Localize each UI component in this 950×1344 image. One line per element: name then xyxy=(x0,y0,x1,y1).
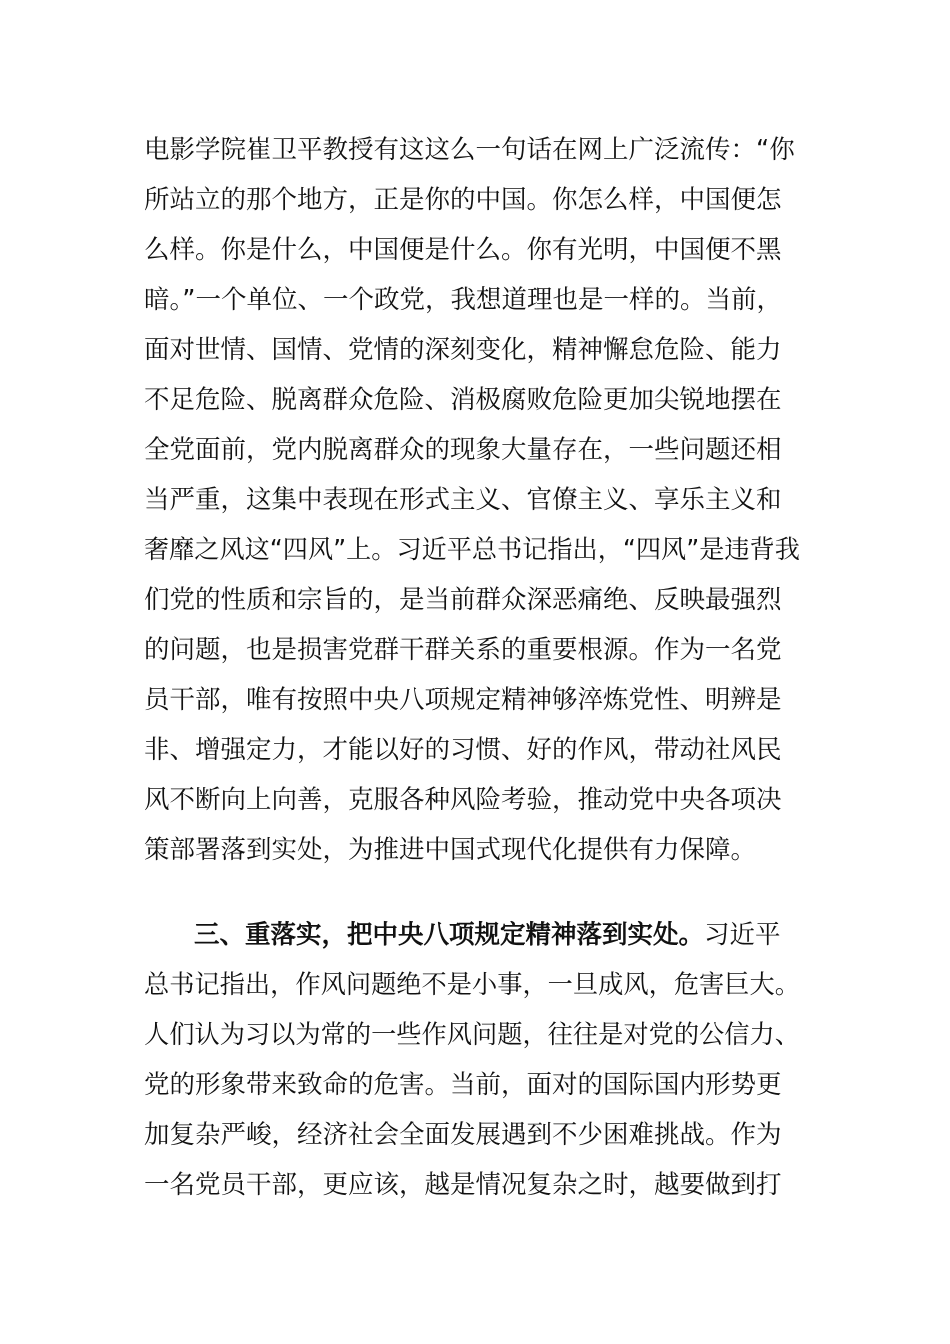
paragraph-1-line-14: 风不断向上向善，克服各种风险考验，推动党中央各项决 xyxy=(144,785,782,815)
paragraph-2-line-1-rest: 习近平 xyxy=(704,920,781,950)
paragraph-1-line-2: 所站立的那个地方，正是你的中国。你怎么样，中国便怎 xyxy=(144,185,782,215)
paragraph-2-line-5: 加复杂严峻，经济社会全面发展遇到不少困难挑战。作为 xyxy=(144,1120,782,1150)
paragraph-1-line-5: 面对世情、国情、党情的深刻变化，精神懈怠危险、能力 xyxy=(144,335,782,365)
paragraph-1-line-15: 策部署落到实处，为推进中国式现代化提供有力保障。 xyxy=(144,835,757,865)
paragraph-1-line-10: 们党的性质和宗旨的，是当前群众深恶痛绝、反映最强烈 xyxy=(144,585,782,615)
paragraph-1-line-6: 不足危险、脱离群众危险、消极腐败危险更加尖锐地摆在 xyxy=(144,385,782,415)
paragraph-1-line-8: 当严重，这集中表现在形式主义、官僚主义、享乐主义和 xyxy=(144,485,782,515)
paragraph-1-line-9: 奢靡之风这“四风”上。习近平总书记指出，“四风”是违背我 xyxy=(144,535,800,565)
paragraph-1-line-3: 么样。你是什么，中国便是什么。你有光明，中国便不黑 xyxy=(144,235,782,265)
section-heading: 三、重落实，把中央八项规定精神落到实处。 xyxy=(194,920,705,950)
paragraph-2-line-2: 总书记指出，作风问题绝不是小事，一旦成风，危害巨大。 xyxy=(144,970,800,1000)
paragraph-2-line-4: 党的形象带来致命的危害。当前，面对的国际国内形势更 xyxy=(144,1070,782,1100)
paragraph-1-line-11: 的问题，也是损害党群干群关系的重要根源。作为一名党 xyxy=(144,635,782,665)
paragraph-1-line-12: 员干部，唯有按照中央八项规定精神够淬炼党性、明辨是 xyxy=(144,685,782,715)
paragraph-1-line-4: 暗。”一个单位、一个政党，我想道理也是一样的。当前， xyxy=(144,285,782,315)
paragraph-2-line-6: 一名党员干部，更应该，越是情况复杂之时，越要做到打 xyxy=(144,1170,782,1200)
paragraph-1-line-13: 非、增强定力，才能以好的习惯、好的作风，带动社风民 xyxy=(144,735,782,765)
paragraph-2-line-1 xyxy=(194,910,781,960)
paragraph-1-line-7: 全党面前，党内脱离群众的现象大量存在，一些问题还相 xyxy=(144,435,782,465)
paragraph-1-line-1: 电影学院崔卫平教授有这这么一句话在网上广泛流传：“你 xyxy=(144,135,795,165)
paragraph-2-line-3: 人们认为习以为常的一些作风问题，往往是对党的公信力、 xyxy=(144,1020,800,1050)
